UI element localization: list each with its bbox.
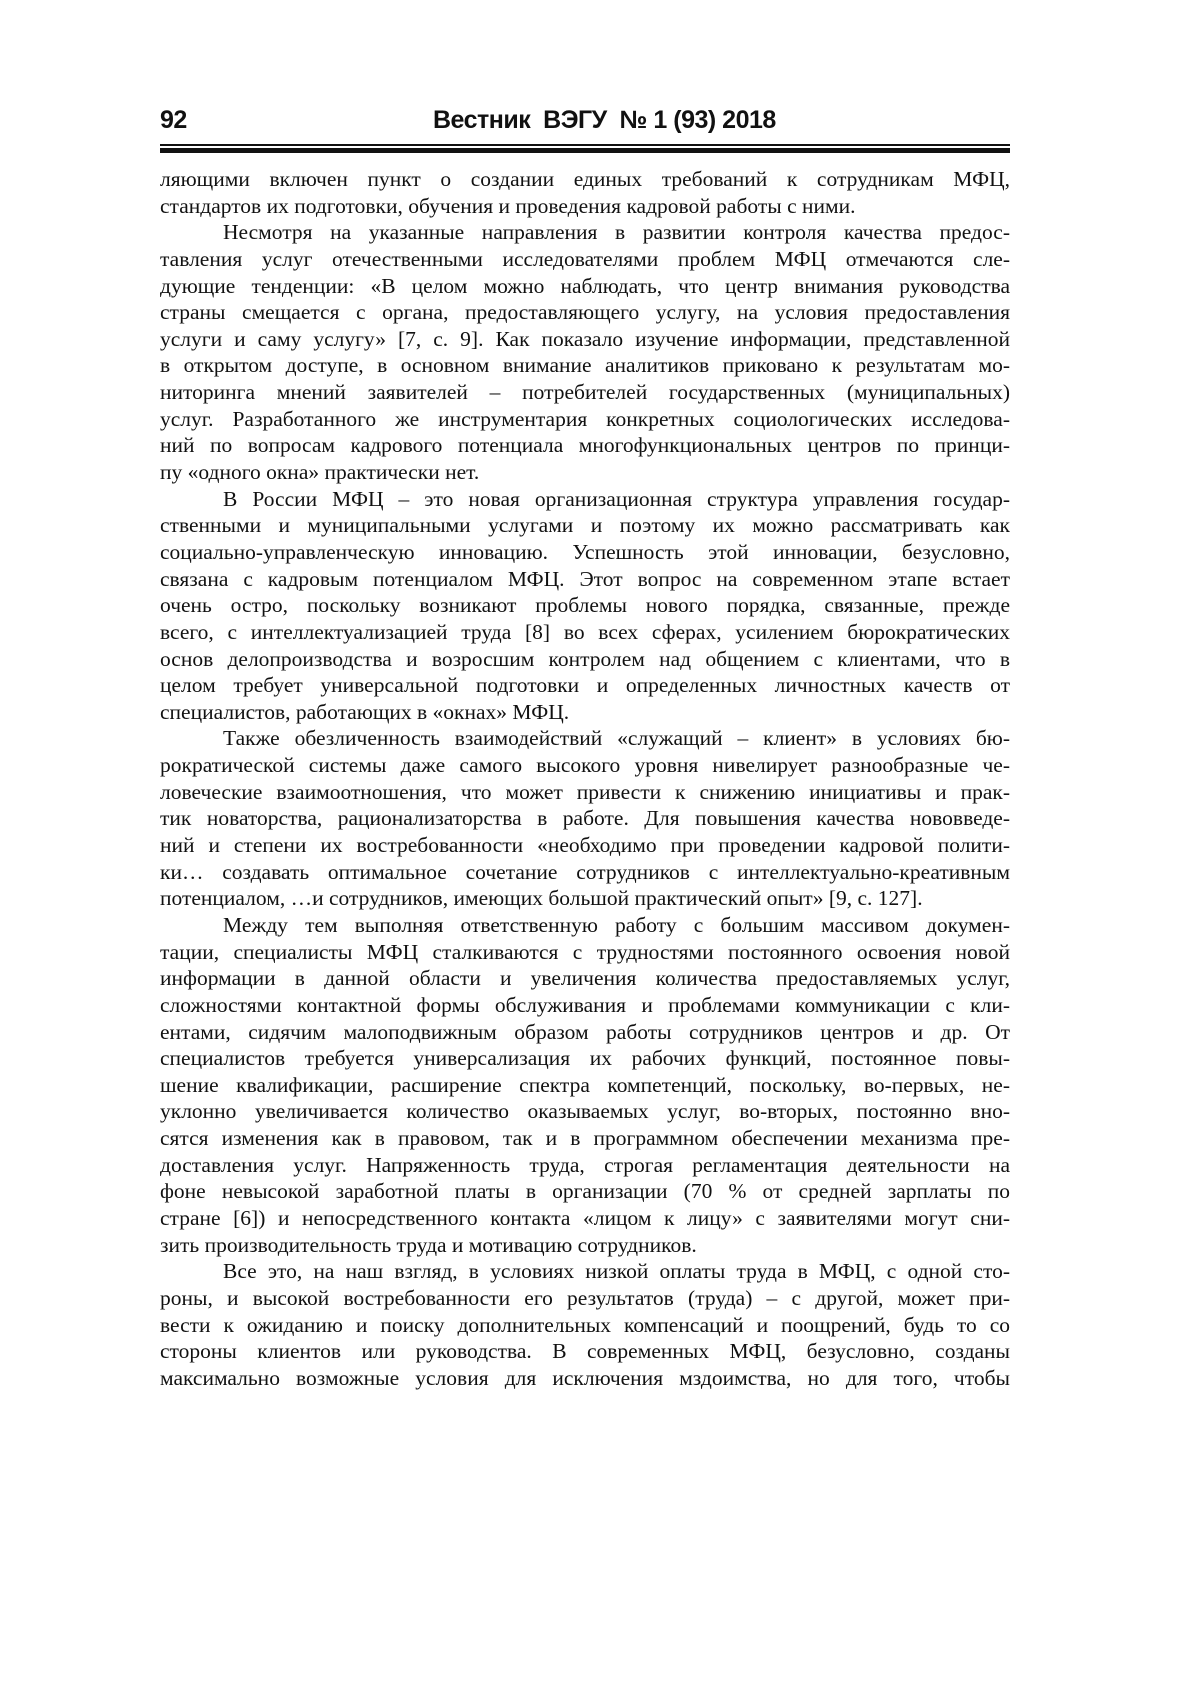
- paragraph: [160, 725, 1010, 911]
- text-line: фоне невысокой заработной платы в организации (70 % от средней зарплаты по: [160, 1179, 1010, 1204]
- body-text: [160, 166, 1010, 1391]
- text-line: ственными и муниципальными услугами и поэтому их можно рассматривать как: [160, 513, 1010, 538]
- text-line: тик новаторства, рационализаторства в работе. Для повышения качества нововведе-: [160, 806, 1010, 831]
- text-line: сятся изменения как в правовом, так и в программном обеспечении механизма пре-: [160, 1126, 1010, 1151]
- header-rule-thick: [160, 148, 1010, 153]
- text-line: стороны клиентов или руководства. В современных МФЦ, безусловно, созданы: [160, 1339, 1010, 1364]
- text-line: роны, и высокой востребованности его результатов (труда) – с другой, может при-: [160, 1285, 1010, 1310]
- text-line: ловеческие взаимоотношения, что может привести к снижению инициативы и прак-: [160, 779, 1010, 804]
- text-line: уклонно увеличивается количество оказываемых услуг, во-вторых, постоянно вно-: [160, 1099, 1010, 1124]
- text-line: социально-управленческую инновацию. Успешность этой инновации, безусловно,: [160, 539, 1010, 564]
- text-line: услуги и саму услугу» [7, с. 9]. Как показало изучение информации, представленной: [160, 326, 1010, 351]
- paragraph: [160, 1258, 1010, 1391]
- text-line: шение квалификации, расширение спектра компетенций, поскольку, во-первых, не-: [160, 1072, 1010, 1097]
- text-line: страны смещается с органа, предоставляющего услугу, на условия предоставления: [160, 300, 1010, 325]
- text-line: ний и степени их востребованности «необходимо при проведении кадровой полити-: [160, 833, 1010, 858]
- paragraph: [160, 486, 1010, 726]
- text-line: услуг. Разработанного же инструментария конкретных социологических исследова-: [160, 406, 1010, 431]
- page-number: 92: [160, 106, 187, 134]
- text-line: максимально возможные условия для исключения мздоимства, но для того, чтобы: [160, 1365, 1010, 1390]
- text-line: зить производительность труда и мотивацию сотрудников.: [160, 1232, 697, 1257]
- text-line: стране [6]) и непосредственного контакта «лицом к лицу» с заявителями могут сни-: [160, 1205, 1010, 1230]
- text-line: связана с кадровым потенциалом МФЦ. Этот вопрос на современном этапе встает: [160, 566, 1010, 591]
- text-line: доставления услуг. Напряженность труда, строгая регламентация деятельности на: [160, 1152, 1010, 1177]
- paragraph: [160, 912, 1010, 1258]
- running-header: [160, 106, 1010, 138]
- paragraph: [160, 166, 1010, 219]
- text-line: Все это, на наш взгляд, в условиях низкой оплаты труда в МФЦ, с одной сто-: [223, 1259, 1010, 1284]
- text-line: пу «одного окна» практически нет.: [160, 460, 480, 485]
- journal-title: Вестник ВЭГУ № 1 (93) 2018: [433, 106, 776, 134]
- text-line: Также обезличенность взаимодействий «служащий – клиент» в условиях бю-: [223, 726, 1010, 751]
- text-line: рократической системы даже самого высокого уровня нивелирует разнообразные че-: [160, 753, 1010, 778]
- text-line: В России МФЦ – это новая организационная структура управления государ-: [223, 486, 1010, 511]
- text-line: основ делопроизводства и возросшим контролем над общением с клиентами, что в: [160, 646, 1010, 671]
- paragraph: [160, 219, 1010, 485]
- text-line: специалистов, работающих в «окнах» МФЦ.: [160, 699, 570, 724]
- text-line: ентами, сидячим малоподвижным образом работы сотрудников центров и др. От: [160, 1019, 1010, 1044]
- text-line: Несмотря на указанные направления в развитии контроля качества предос-: [223, 220, 1010, 245]
- text-line: ниторинга мнений заявителей – потребителей государственных (муниципальных): [160, 380, 1010, 405]
- text-line: сложностями контактной формы обслуживания и проблемами коммуникации с кли-: [160, 992, 1010, 1017]
- text-line: целом требует универсальной подготовки и определенных личностных качеств от: [160, 673, 1010, 698]
- text-line: дующие тенденции: «В целом можно наблюдать, что центр внимания руководства: [160, 273, 1010, 298]
- text-line: ний по вопросам кадрового потенциала многофункциональных центров по принци-: [160, 433, 1010, 458]
- text-line: всего, с интеллектуализацией труда [8] во всех сферах, усилением бюрократических: [160, 619, 1010, 644]
- text-line: ляющими включен пункт о создании единых требований к сотрудникам МФЦ,: [160, 167, 1010, 191]
- text-line: специалистов требуется универсализация их рабочих функций, постоянное повы-: [160, 1046, 1010, 1071]
- text-line: тации, специалисты МФЦ сталкиваются с трудностями постоянного освоения новой: [160, 939, 1010, 964]
- text-line: информации в данной области и увеличения количества предоставляемых услуг,: [160, 966, 1010, 991]
- text-line: тавления услуг отечественными исследователями проблем МФЦ отмечаются сле-: [160, 246, 1010, 271]
- text-line: ки… создавать оптимальное сочетание сотрудников с интеллектуально-креативным: [160, 859, 1010, 884]
- text-line: в открытом доступе, в основном внимание аналитиков приковано к результатам мо-: [160, 353, 1010, 378]
- text-line: потенциалом, …и сотрудников, имеющих большой практический опыт» [9, с. 127].: [160, 886, 923, 911]
- text-line: стандартов их подготовки, обучения и проведения кадровой работы с ними.: [160, 193, 856, 218]
- text-line: Между тем выполняя ответственную работу с большим массивом докумен-: [223, 912, 1010, 937]
- text-line: вести к ожиданию и поиску дополнительных компенсаций и поощрений, будь то со: [160, 1312, 1010, 1337]
- text-line: очень остро, поскольку возникают проблемы нового порядка, связанные, прежде: [160, 593, 1010, 618]
- header-rule-thin: [160, 144, 1010, 146]
